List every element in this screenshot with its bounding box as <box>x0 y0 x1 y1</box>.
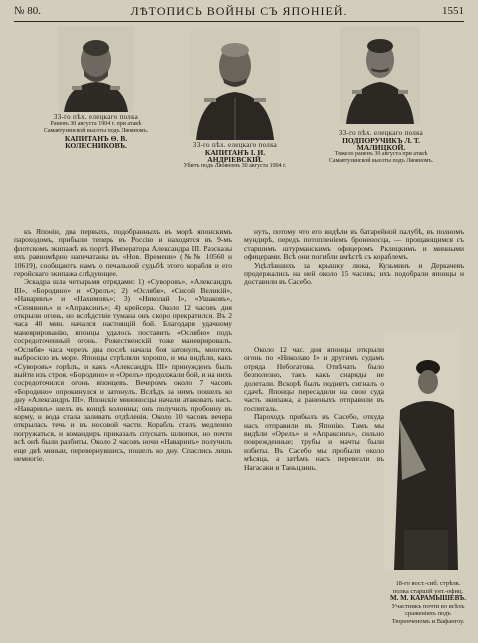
portrait-unit-3: 33-го пѣх. елецкаго полка <box>338 129 424 137</box>
portrait-unit-1: 33-го пѣх. елецкаго полка <box>53 113 139 121</box>
page-header <box>14 4 464 20</box>
article-paragraph: нуть, потому что его видѣли въ батарейной палубѣ, въ полномъ мундирѣ, передъ потопленіемъ броненосца, — прощающимся съ старшимъ штурманскимъ офицеромъ Рклицкимъ и минными офицерами. Всѣ они погибли вмѣстѣ съ кораблемъ. <box>244 228 464 262</box>
portrait-unit-2: 33-го пѣх. елецкаго полка <box>192 141 278 149</box>
portrait-photo-1 <box>58 26 134 112</box>
portrait-name-3: ПОДПОРУЧИКЪ Л. Т. МАЛИЦКОЙ. <box>342 136 420 152</box>
article-column-left <box>14 228 232 636</box>
portrait-name-1: КАПИТАНЪ Ѳ. В. КОЛЕСНИКОВЪ. <box>64 134 128 150</box>
page-number: 1551 <box>442 5 464 17</box>
portrait-photo-3 <box>340 26 420 124</box>
soldier-note: Участникъ почти во всѣхъ сраженіяхъ подъ Тюренченомъ и Вафангоу. <box>391 602 465 625</box>
article-paragraph: Уцѣлѣвшихъ за крышку люка, Кузьминъ и Деркачевъ продержались на ней около 15 часовъ; ихъ подобрали японцы и доставили въ Сасебо. <box>244 260 464 287</box>
portrait-caption-2 <box>178 142 292 170</box>
issue-number: № 80. <box>14 5 41 17</box>
portrait-note-1: Раненъ 30 августа 1904 г. при атакѣ Самавтузинской высоты подъ Ляояномъ. <box>43 121 149 134</box>
portrait-caption-1 <box>40 114 152 149</box>
running-title: ЛѢТОПИСЬ ВОЙНЫ СЪ ЯПОНІЕЙ. <box>130 4 348 18</box>
portrait-name-2: КАПИТАНЪ І. И. АНДРІЕВСКІЙ. <box>204 148 266 164</box>
portrait-note-3: Тяжело раненъ 30 августа при атакѣ Самавтузинской высоты подъ Ляояномъ. <box>328 151 434 164</box>
portrait-photo-2 <box>190 28 280 140</box>
soldier-caption <box>388 580 468 625</box>
portrait-note-2: Убитъ подъ Ляояномъ 30 августа 1904 г. <box>183 163 287 169</box>
article-column-right-top <box>244 228 464 346</box>
soldier-name: М. М. КАРАМЫШЕВЪ. <box>389 594 467 602</box>
soldier-unit: 18-го вост.-сиб. стрѣлк. полка старшій унт.-офиц. <box>392 580 464 595</box>
portrait-caption-3 <box>322 130 440 165</box>
soldier-photo <box>330 330 460 570</box>
article-paragraph: Эскадра шла четырьмя отрядами: 1) «Суворовъ», «Александръ III», «Бородино» и «Орелъ»; 2) «Ослябя», «Сисой Великій», «Наваринъ» и «Нахимовъ»; 3) «Николай I», «Ушаковъ», «Сенявинъ» и «Апраксинъ»; 4) крейсера. Около 12 часовъ дня открыли огонь, но вслѣдствіе тумана онъ скоро прекратился. Въ 2 часа 40 мин. начался настоящій бой. Благодаря удачному маневрированію, японцы удалось поставить «Ослябю» подъ сосредоточенный огонь. Рожественскій тоже маневрировалъ. «Ослябя» часа черезъ два послѣ начала боя затонулъ, многихъ выбросило въ море. Японцы стрѣляли хорошо, и мы видѣли, какъ «Суворовъ» горѣлъ, и какъ «Александръ III» принужденъ былъ выйти изъ строя. «Бородино» и «Орелъ» продолжали бой, и на нихъ сосредоточился огонь японцевъ. Вечеромъ около 7 часовъ «Бородино» опрокинулся и затонулъ. Вслѣдъ за нимъ пошелъ ко дну «Александръ III». Японскіе миноносцы начали атаковать насъ. «Наваринъ» шелъ въ концѣ колонны; онъ получилъ пробоину въ корму, и вода стала заливать отдѣленія. Около 10 часовъ вечера открылась течь и въ носовой части. Корабль сталъ медленно погружаться, и командиръ приказалъ спускать шлюпки, но почти всѣ онѣ были разбиты. Около 2 часовъ ночи «Наваринъ» получилъ еще двѣ миныи, перевернувшись, пошелъ ко дну. Спаслись лишь немногіе. <box>14 277 232 463</box>
article-paragraph: Около 12 час. дня японцы открыли огонь по «Николаю I» и другимъ судамъ отряда Небогатова. Отвѣчать было безполезно, такъ какъ снаряды не долетали. Вскорѣ былъ поднятъ сигналъ о сдачѣ. Японцы пересадили на свои суда часть экипажа, а раненыхъ отправили въ госпиталь. <box>244 346 384 413</box>
article-paragraph: къ Японіи, два первыхъ, подобранныхъ въ морѣ японскимъ пароходомъ, прибыли теперь въ Россію и находятся въ 9-мъ флотскомъ экипажѣ въ портѣ Императора Александра III. Разсказы ихъ равномѣрно напечатаны въ «Нов. Времени» (№№ 10560 и 10619), сообщаютъ намъ о печальной судьбѣ этого корабля и его геройскаго экипажа слѣдующее. <box>14 228 232 279</box>
header-rule <box>14 21 464 22</box>
article-paragraph: Пароходъ прибылъ въ Сасебо, откуда насъ отправили въ Японію. Тамъ мы видѣли «Орелъ» и «Апраксинъ», сильно поврежденные; трубы и мачты были избиты. Въ Сасебо мы пробыли около мѣсяца, а затѣмъ насъ перевезли въ Нагасаки и Таньцзинь. <box>244 412 384 472</box>
